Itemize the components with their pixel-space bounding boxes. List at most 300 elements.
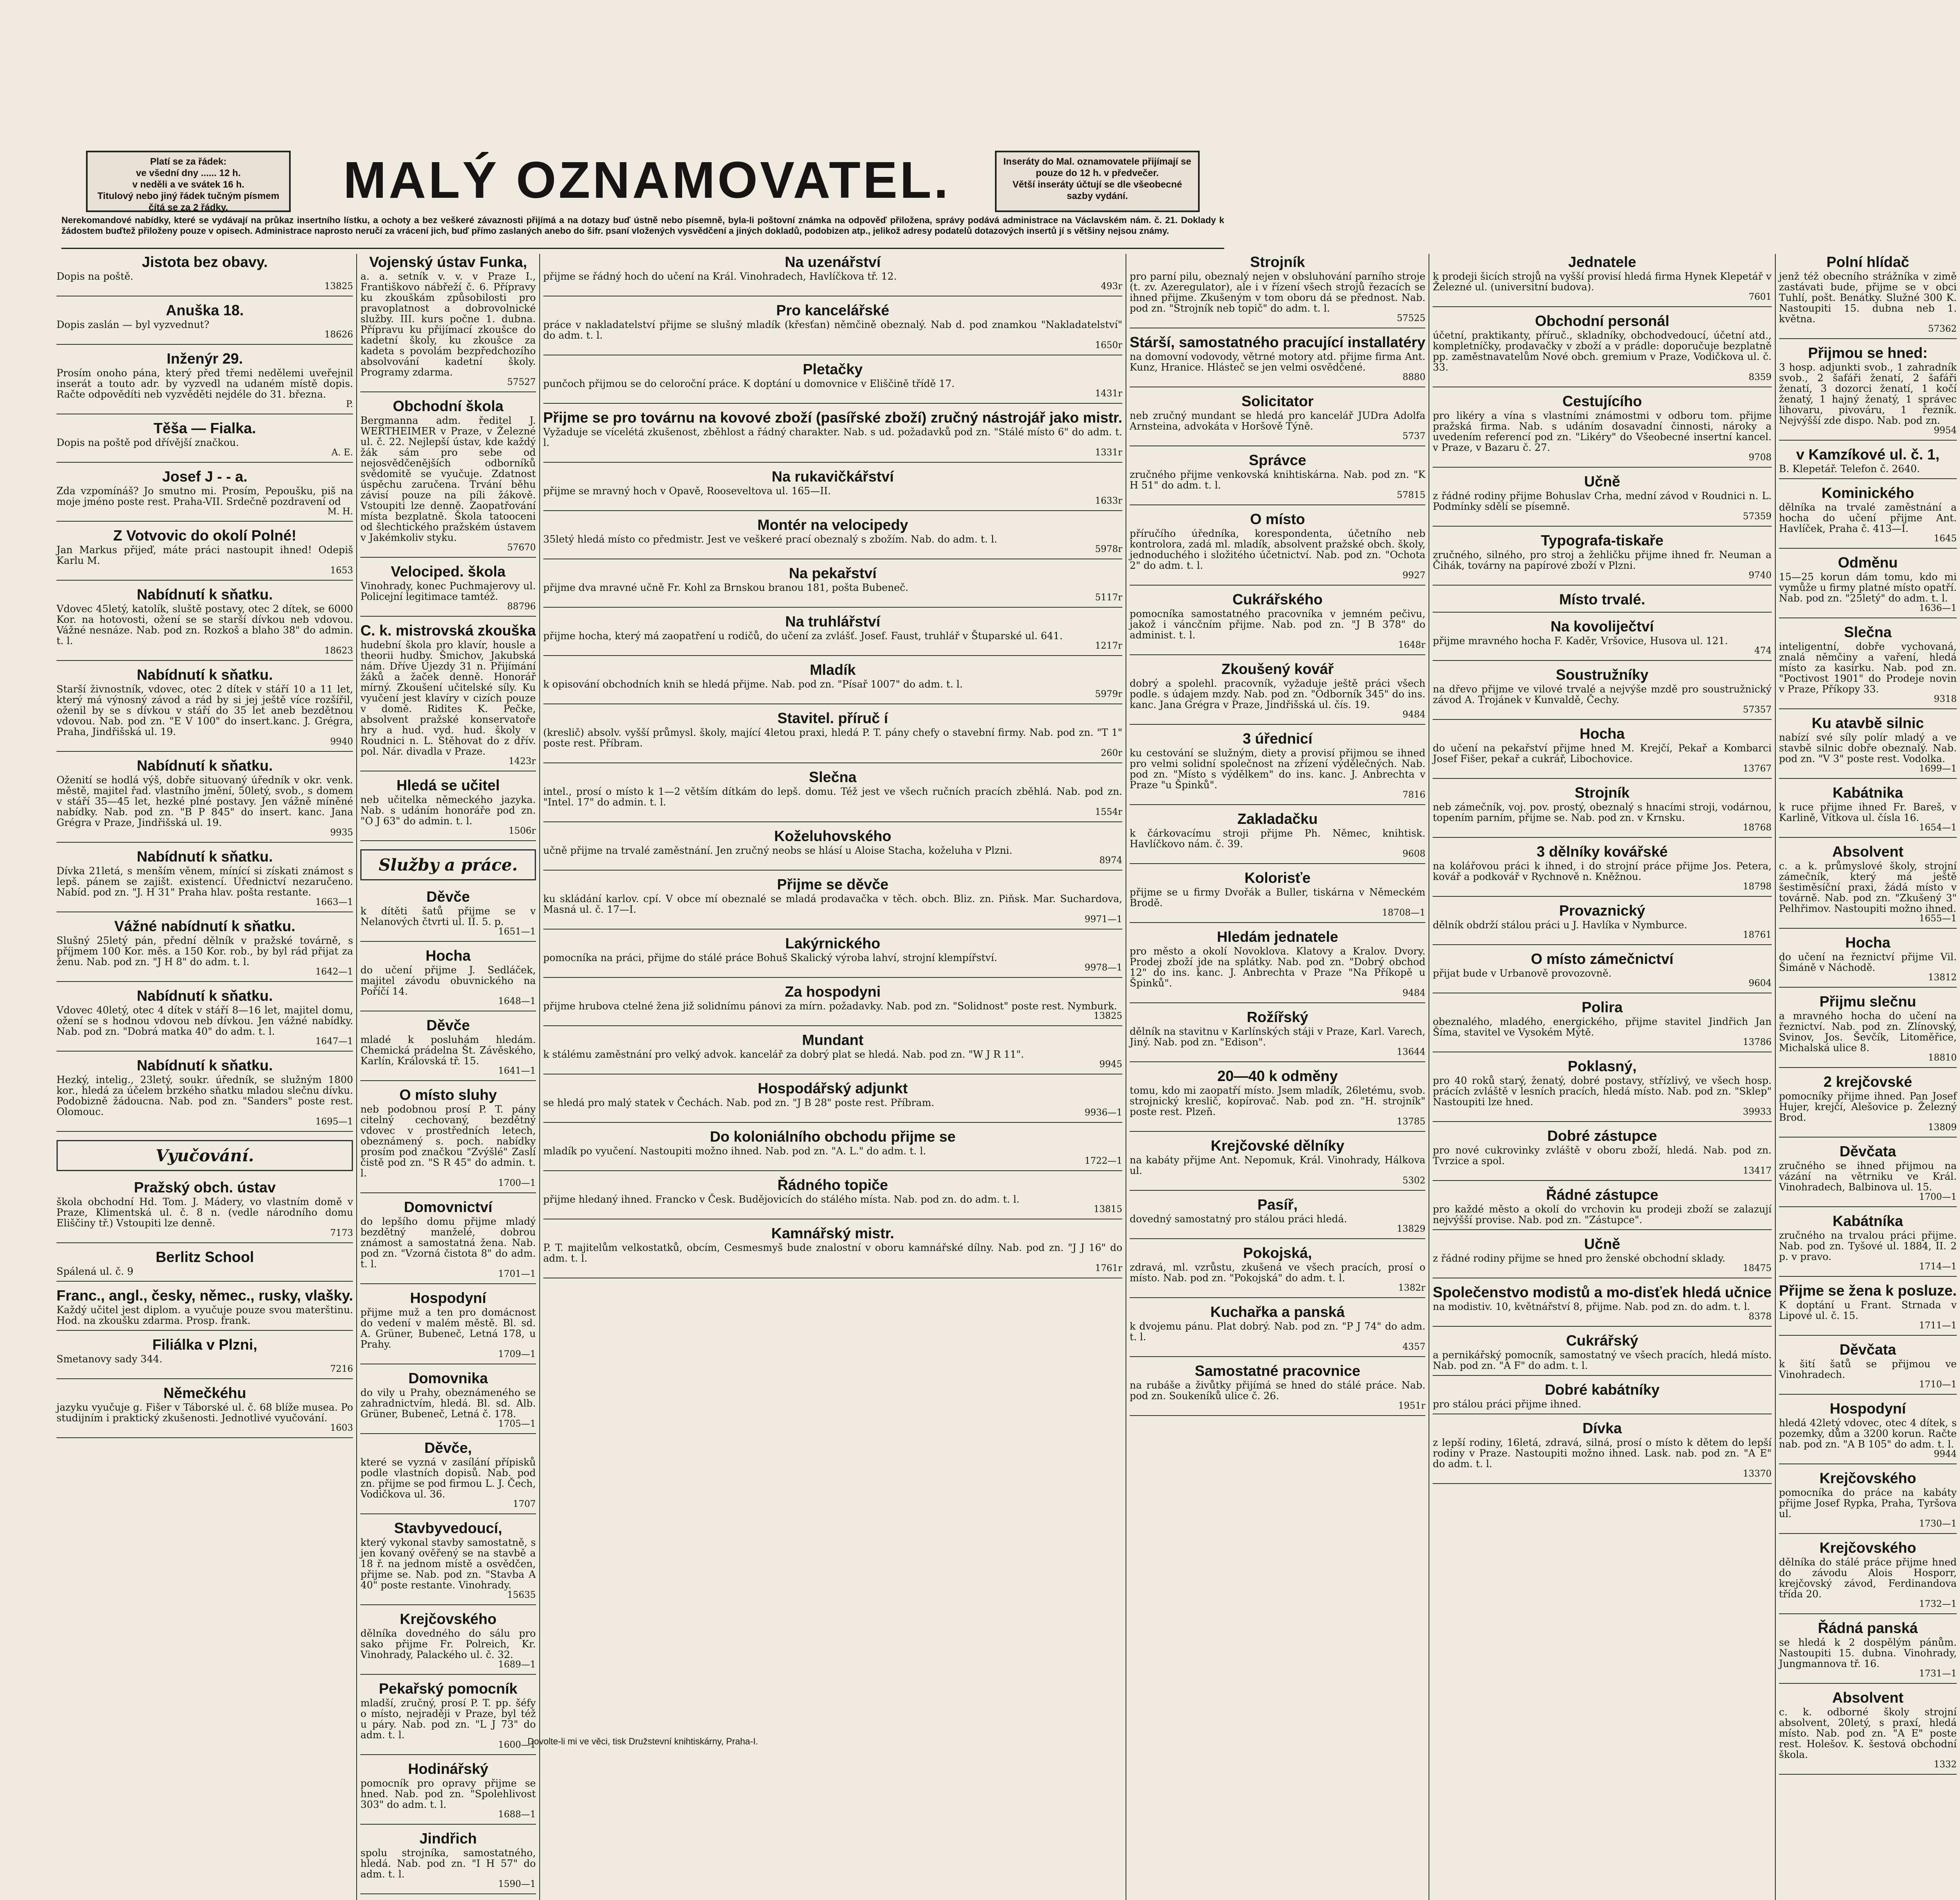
ad-body: mladé k posluhám hledám. Chemická prádelna Št. Závěského, Karlín, Královská tř. 15.	[360, 1034, 536, 1067]
classified-ad	[57, 1179, 353, 1243]
classified-ad	[57, 667, 353, 752]
classified-ad	[360, 398, 536, 558]
ad-body: na rubáše a živůtky přijímá se hned do stálé práce. Nab. pod zn. Soukeníků ulice č. 26.	[1130, 1380, 1426, 1402]
classified-ad	[57, 254, 353, 296]
ad-code: 13785	[1397, 1117, 1426, 1127]
ad-code: 1711—1	[1919, 1321, 1957, 1331]
ad-divider	[543, 821, 1122, 822]
ad-body: přijme se u firmy Dvořák a Buller, tiskárna v Německém Brodě.	[1130, 887, 1426, 909]
ad-title: Děvčata	[1839, 1341, 1896, 1358]
ad-body: dělníka dovedného do sálu pro sako přijme Fr. Polreich, Kr. Vinohrady, Palackého ul. č. 32.	[360, 1628, 536, 1660]
classified-ad	[1433, 618, 1771, 661]
ad-title: Děvče	[426, 1017, 470, 1034]
ad-title: Nabídnutí k sňatku.	[137, 1057, 273, 1074]
ad-divider	[1433, 1121, 1771, 1122]
classified-ad	[1779, 254, 1957, 339]
ad-body: B. Klepetář. Telefon č. 2640.	[1779, 463, 1920, 475]
ad-divider	[1779, 1533, 1957, 1534]
ad-divider	[57, 1131, 353, 1132]
classified-ad	[57, 468, 353, 522]
deadline-line: Inseráty do Mal. oznamovatele přijímají se pouze do 12 h. v předvečer.	[1003, 156, 1191, 178]
ad-title: Strojník	[1575, 784, 1630, 801]
classified-ad	[1433, 844, 1771, 897]
ad-title: Absolvent	[1832, 843, 1903, 860]
ad-title: Nabídnutí k sňatku.	[137, 848, 273, 865]
masthead	[86, 139, 1200, 213]
ad-divider	[1433, 1483, 1771, 1484]
ad-divider	[543, 762, 1122, 763]
ad-title: v Kamzíkové ul. č. 1,	[1796, 446, 1940, 463]
ad-body: se hledá pro malý statek v Čechách. Nab. pod zn. "J B 28" poste rest. Příbram.	[543, 1097, 934, 1108]
classified-ad	[543, 565, 1122, 608]
ad-title: Přijmu slečnu	[1819, 993, 1916, 1010]
ad-divider	[1779, 778, 1957, 779]
ad-title: Z Votvovic do okolí Polné!	[113, 527, 296, 544]
ad-body: zdravá, ml. vzrůstu, zkušená ve všech pracích, prosí o místo. Nab. pod zn. "Pokojská" do adm. t. l.	[1130, 1262, 1426, 1284]
ad-divider	[360, 1283, 536, 1284]
ad-column	[539, 254, 1126, 1900]
ad-code: 8974	[1099, 855, 1123, 866]
ad-code: 1600—1	[498, 1740, 536, 1750]
ad-code: 1695—1	[315, 1117, 353, 1127]
ad-code: 1382r	[1398, 1283, 1426, 1293]
section-heading: Služby a práce.	[360, 849, 536, 880]
ad-divider	[1130, 922, 1425, 923]
classified-ad	[543, 361, 1122, 404]
ad-body: Bergmanna adm. ředitel J. WERTHEIMER v Praze, v Železné ul. č. 22. Nejlepší ústav, kde každý žák sám pro sebe od nejosvědčenějších odborníků svědomitě se vyučuje. Zdatnost úspěchu zaručena. Trvání běhu závisí pouze na píli žákově. Vstoupiti lze denně. Zaopatřování místa bezplatně. Škola tatooceni od šlechtického pražském ústavem v Jakémkoliv styku.	[360, 415, 536, 543]
ad-code: 1506r	[509, 826, 536, 836]
ad-body: pro nové cukrovinky zvláště v oboru zboží, hledá. Nab. pod zn. Tvrzice a spol.	[1433, 1145, 1772, 1167]
ad-title: Lakýrnického	[785, 935, 880, 952]
ad-title: Hledám jednatele	[1217, 928, 1338, 945]
ad-body: Zda vzpomínáš? Jo smutno mi. Prosím, Pepoušku, piš na moje jméno poste rest. Praha-VII. Srdečně pozdravení od	[57, 485, 353, 507]
classified-ad	[360, 1087, 536, 1193]
ad-title: Pokojská,	[1243, 1244, 1312, 1261]
ad-body: k šití šatů se přijmou ve Vinohradech.	[1779, 1358, 1957, 1380]
ad-code: 1651—1	[498, 927, 536, 937]
ad-title: Pletačky	[803, 361, 863, 378]
ad-body: dělník obdrží stálou práci u J. Havlíka v Nymburce.	[1433, 919, 1687, 931]
ad-body: a. a. setník v. v. v Praze I., Františkovo nábřeží č. 6. Přípravy ku zkouškám způsobilosti pro pravoplatnost a dobrovolnické služby. III. kurs počne 1. dubna. Přípravu ku přijímací zkoušce do kadetní školy, ku zkoušce za kadeta s povolám bezpředchozího absolvování kadetní školy. Programy zdarma.	[360, 271, 536, 378]
ad-body: zručného na trvalou práci přijme. Nab. pod zn. Tyšové ul. 1884, II. 2 p. v pravo.	[1779, 1230, 1957, 1262]
ad-body: přijme hledaný ihned. Francko v Česk. Budějovicích do stálého místa. Nab. pod zn. do adm. t. l.	[543, 1194, 1020, 1205]
ad-divider	[1130, 654, 1425, 655]
ad-title: Nabídnutí k sňatku.	[137, 757, 273, 774]
ad-title: Hospodářský adjunkt	[757, 1080, 908, 1097]
ad-title: Solicitator	[1241, 393, 1314, 409]
ad-code: 7816	[1402, 790, 1426, 800]
ad-title: Dobré zástupce	[1547, 1127, 1657, 1144]
ad-code: 9935	[330, 828, 353, 838]
ad-title: Absolvent	[1832, 1689, 1903, 1706]
rates-line: Titulový nebo jiný řádek tučným písmem čítá se za 2 řádky.	[97, 190, 280, 213]
classified-ad	[360, 1290, 536, 1364]
ad-body: 3 hosp. adjunkti svob., 1 zahradník svob., 2 šafáři ženatí, 2 šafáři ženatí, 3 dozorci ženatí, 1 kočí ženatý, 1 hajný ženatý, 1 správec lihovaru, pivováru, 1 řezník. Nejvýšší zde dispo. Nab. pod zn.	[1779, 362, 1957, 426]
ad-body: Smetanovy sady 344.	[57, 1353, 163, 1365]
classified-ad	[1433, 591, 1771, 613]
ad-title: Hospodyní	[410, 1289, 486, 1306]
classified-ad	[1433, 1236, 1771, 1278]
classified-ad	[543, 710, 1122, 763]
classified-ad	[1433, 393, 1771, 468]
ad-divider	[1779, 548, 1957, 549]
ad-title: Poklasný,	[1568, 1058, 1637, 1074]
ad-title: Inženýr 29.	[167, 350, 243, 367]
classified-ad	[360, 777, 536, 841]
ad-title: Pro kancelářské	[776, 302, 889, 319]
ad-code: 18768	[1743, 823, 1772, 833]
ad-body: jazyku vyučuje g. Fišer v Táborské ul. č. 68 blíže musea. Po studijním i praktický zkušenosti. Jednotlivé vyučování.	[57, 1402, 353, 1424]
ad-body: pomocníka samostatného pracovníka v jemném pečivu, jakož i váncčním přijme. Nab. pod zn. "J B 378" do administ. t. l.	[1130, 608, 1426, 641]
ad-code: 13786	[1743, 1037, 1772, 1047]
ad-code: 1714—1	[1919, 1262, 1957, 1272]
ad-divider	[1130, 1238, 1425, 1239]
ad-divider	[1433, 526, 1771, 527]
classified-ad	[1433, 313, 1771, 387]
ad-body: mladík po vyučení. Nastoupiti možno ihned. Nab. pod zn. "A. L." do adm. t. l.	[543, 1145, 926, 1157]
ad-title: Kolorisťe	[1244, 869, 1311, 886]
ad-body: neb zručný mundant se hledá pro kancelář JUDra Adolfa Arnsteina, advokáta v Horšově Týně.	[1130, 410, 1426, 432]
ad-title: Správce	[1249, 452, 1307, 468]
ad-body: k dvojemu pánu. Plat dobrý. Nab. pod zn. "P J 74" do adm. t. l.	[1130, 1321, 1426, 1343]
ad-code: 15635	[507, 1590, 536, 1600]
ad-divider	[1433, 612, 1771, 613]
ad-title: Cestujícího	[1562, 393, 1642, 409]
ad-code: 1732—1	[1919, 1599, 1957, 1609]
ad-divider	[1130, 1061, 1425, 1062]
ad-divider	[360, 557, 536, 558]
ad-title: Filiálka v Plzni,	[152, 1336, 258, 1353]
ad-divider	[1433, 1326, 1771, 1327]
ad-body: Vinohrady, konec Puchmajerovy ul. Policejní legitimace tamtéž.	[360, 580, 536, 602]
ad-title: Domovnika	[408, 1370, 488, 1387]
classified-ad	[1433, 999, 1771, 1052]
ad-code: 13815	[1094, 1204, 1123, 1215]
ad-body: 15—25 korun dám tomu, kdo mi vymůže u firmy platné místo opatří. Nab. pod zn. "25letý" do adm. t. l.	[1779, 571, 1957, 604]
ad-code: 18810	[1928, 1053, 1957, 1063]
ad-body: účetní, praktikanty, příruč., skladníky, obchodvedoucí, účetní atd., kompletníčky, prodavačky v zboží a v prádle: doporučuje bezplatně pp. zaměstnavatelům Nové obch. gremium v Praze, Vodičkova ul. č. 33.	[1433, 330, 1772, 373]
ad-title: Přijme se děvče	[777, 876, 888, 893]
ad-divider	[1779, 1137, 1957, 1138]
ad-title: Na pekařství	[789, 565, 877, 581]
ad-title: Polira	[1582, 999, 1623, 1016]
ad-body: příručího úředníka, korespondenta, účetního neb kontrolora, zadá ml. mladík, absolvent pražské obch. školy, jednoduchého i složitého účetnictví. Nab. pod zn. "Ochota 2" do adm. t. l.	[1130, 528, 1426, 571]
ad-title: Franc., angl., česky, němec., rusky, vlašky.	[57, 1287, 353, 1304]
ad-code: 1730—1	[1919, 1519, 1957, 1529]
ad-divider	[1433, 467, 1771, 468]
classified-ad	[1130, 1138, 1425, 1191]
ad-body: pomocníka na práci, přijme do stálé práce Bohuš Skalický výroba lahví, strojní klempířství.	[543, 952, 997, 964]
ad-divider	[1779, 1276, 1957, 1277]
ad-column	[1429, 254, 1775, 1900]
classified-ad	[1779, 715, 1957, 779]
ad-body: na kabáty přijme Ant. Nepomuk, Král. Vinohrady, Hálkova ul.	[1130, 1154, 1426, 1176]
classified-ad	[1779, 345, 1957, 441]
ad-code: 57362	[1928, 324, 1957, 334]
classified-ad	[360, 1370, 536, 1434]
ad-divider	[1433, 778, 1771, 779]
ad-body: do vily u Prahy, obeznámeného se zahradnictvím, hledá. Bl. sd. Alb. Grüner, Bubeneč, Letná č. 178.	[360, 1387, 536, 1420]
classified-ad	[1779, 1400, 1957, 1464]
ad-body: do učení přijme J. Sedláček, majitel závodu obuvnického na Poříčí 14.	[360, 964, 536, 997]
classified-ad	[1130, 1363, 1425, 1416]
ad-code: 260r	[1101, 748, 1123, 758]
ad-body: k prodeji šicích strojů na vyšší provisí hledá firma Hynek Klepetář v Železné ul. (universitní budova).	[1433, 271, 1772, 293]
ad-title: Ku atavbě silnic	[1811, 715, 1924, 731]
classified-ad	[1779, 1282, 1957, 1336]
classified-ad	[1130, 1197, 1425, 1239]
ad-title: Kabátníka	[1832, 1212, 1903, 1229]
administration-notice: Nerekomandové nabídky, které se vydávají na průkaz insertního lístku, a ochoty a bez veškeré závaznosti přijímá a na dotazy buď ústně nebo písemně, byla-li poštovní známka na odpověď přiložena, správy podává administrace na Václavském nám. č. 21. Doklady k žádostem buďtež přiloženy pouze v opisech. Administrace naprosto neručí za vrácení jich, buď přímo zaslaných anebo do šifr. psaní vložených vysvědčení a jiných dokladů, podobizen atp., jelikož adresy podatelů dotazových insertů jí s většiny nejsou známy.	[61, 215, 1224, 249]
ad-code: 1331r	[1095, 448, 1123, 458]
ad-body: Starší živnostník, vdovec, otec 2 dítek v stáří 10 a 11 let, který má výnosný závod a rád by si jej ještě více rozšířil, oženil by se s dívkou v stáří do 35 let aneb bezdětnou vdovou. Nab. pod zn. "E V 100" do insert.kanc. J. Grégra, Praha, Jindřišská ul. 19.	[57, 683, 353, 737]
ad-divider	[57, 1378, 353, 1379]
ad-divider	[57, 344, 353, 345]
ad-title: Strojník	[1250, 253, 1305, 270]
ad-body: dobrý a spolehl. pracovník, vyžaduje ještě práci všech podle. s údajem mzdy. Nab. pod zn. "Odborník 345" do ins. kanc. Jana Grégra v Praze, Jindřišská ul. čís. 19.	[1130, 678, 1426, 710]
ad-code: 57525	[1397, 313, 1426, 323]
ad-body: obeznalého, mladého, energického, přijme stavitel Jindřich Jan Šíma, stavitel ve Vysokém Mýtě.	[1433, 1016, 1772, 1038]
section-heading: Vyučování.	[57, 1140, 353, 1171]
classified-ad	[360, 1017, 536, 1081]
ad-divider	[1433, 837, 1771, 838]
ad-body: ku skládání karlov. cpí. V obce mí obeznalé se mladá prodavačka v těch. obch. Bliz. zn. Piňsk. Mar. Suchardova, Masná ul. č. 17—I.	[543, 893, 1123, 915]
ad-body: do lepšího domu přijme mladý bezdětný manželé, dobrou známost a samostatná žena. Nab. pod zn. "Vzorná čistota 8" do adm. t. l.	[360, 1216, 536, 1270]
ad-code: 5117r	[1095, 593, 1123, 603]
classified-ad	[1130, 731, 1425, 805]
classified-ad	[1130, 929, 1425, 1003]
classified-ad	[360, 1761, 536, 1825]
ad-title: Děvče,	[424, 1439, 472, 1456]
ad-divider	[360, 1674, 536, 1675]
ad-code: 5302	[1402, 1176, 1426, 1186]
ad-code: 39933	[1743, 1107, 1772, 1117]
classified-ad	[543, 409, 1122, 463]
ad-body: k stálému zaměstnání pro velký advok. kancelář za dobrý plat se hledá. Nab. pod zn. "W J R 11".	[543, 1049, 1024, 1060]
ad-divider	[360, 616, 536, 617]
classified-ad	[1433, 1382, 1771, 1414]
classified-ad	[57, 586, 353, 661]
ad-body: nabízí své síly polír mladý a ve stavbě silnic dobře obeznalý. Nab. pod zn. "V 3" poste rest. Vodolka.	[1779, 732, 1957, 765]
ad-code: 1707	[513, 1499, 536, 1509]
ad-title: Mundant	[802, 1031, 864, 1048]
classified-ad	[1130, 1304, 1425, 1357]
ad-title: Anuška 18.	[166, 302, 244, 319]
ad-title: Pasíř,	[1257, 1196, 1298, 1213]
ad-body: na domovní vodovody, větrné motory atd. přijme firma Ant. Kunz, Hranice. Hlásteč se jen velmi osvědčené.	[1130, 351, 1426, 373]
ad-body: a pernikářský pomocník, samostatný ve všech pracích, hledá místo. Nab. pod zn. "A F" do adm. t. l.	[1433, 1349, 1772, 1371]
ad-title: Nabídnutí k sňatku.	[137, 987, 273, 1004]
ad-body: Spálená ul. č. 9	[57, 1266, 133, 1277]
ad-body: K doptání u Frant. Strnada v Lipové ul. č. 15.	[1779, 1299, 1957, 1321]
ad-body: zručného se ihned přijmou na vázání na větrniku ve Král. Vinohradech, Balbinova ul. 15.	[1779, 1160, 1957, 1193]
classified-ad	[1130, 511, 1425, 586]
ad-title: Přijmou se hned:	[1808, 344, 1928, 361]
classified-ad	[1130, 334, 1425, 387]
classified-ad	[1779, 485, 1957, 549]
ad-code: 1641—1	[498, 1066, 536, 1076]
classified-ad	[360, 622, 536, 771]
ad-divider	[543, 703, 1122, 704]
ad-body: se hledá k 2 dospělým pánům. Nastoupiti 15. dubna. Vinohrady, Jungmannova tř. 16.	[1779, 1637, 1957, 1669]
ad-code: 13370	[1743, 1469, 1772, 1479]
ad-code: 1554r	[1095, 807, 1123, 817]
classified-ad	[543, 935, 1122, 978]
classified-ad	[360, 1830, 536, 1894]
ad-divider	[57, 842, 353, 843]
ad-body: ku cestování se služným, diety a provisí přijmou se ihned pro velmi solidní společnost na zřízení výdělečných. Nab. pod zn. "Místo s výdělkem" do ins. kanc. J. Anbrechta v Praze "u Špinků".	[1130, 747, 1426, 791]
ad-code: 1636—1	[1919, 603, 1957, 613]
classified-ad	[1433, 1058, 1771, 1122]
ad-code: 57670	[507, 543, 536, 553]
ad-title: Na rukavičkářství	[771, 468, 894, 485]
ad-code: 18626	[324, 330, 353, 340]
ad-code: 7216	[330, 1364, 353, 1374]
ad-title: Děvče	[426, 888, 470, 905]
ad-title: Řádná panská	[1818, 1620, 1918, 1636]
ad-title: Provaznický	[1559, 902, 1646, 919]
classified-ad	[1130, 1009, 1425, 1062]
ad-divider	[1130, 863, 1425, 864]
classified-ad	[1130, 1068, 1425, 1132]
classified-ad	[1130, 452, 1425, 505]
classified-ad	[360, 563, 536, 617]
ad-divider	[360, 1893, 536, 1894]
classified-ad	[360, 254, 536, 392]
ad-divider	[1779, 837, 1957, 838]
ad-divider	[1130, 1297, 1425, 1298]
ad-divider	[543, 1025, 1122, 1026]
ad-title: Pekařský pomocník	[379, 1680, 518, 1697]
ad-body: (kreslič) absolv. vyšší průmysl. školy, mající 4letou praxi, hledá P. T. pány chefy o stavební firmy. Nab. pod zn. "T 1" poste rest. Příbram.	[543, 727, 1123, 749]
ad-title: 3 úřednicí	[1243, 730, 1313, 747]
ad-title: Místo trvalé.	[1559, 591, 1646, 608]
ad-body: přijme mravného hocha F. Kaděr, Vršovice, Husova ul. 121.	[1433, 635, 1728, 647]
ad-body: z řádné rodiny přijme se hned pro ženské obchodní sklady.	[1433, 1253, 1725, 1264]
ad-code: 1663—1	[315, 897, 353, 907]
ad-body: punčoch přijmou se do celoroční práce. K doptání u domovnice v Eliščině třídě 17.	[543, 378, 955, 389]
newspaper-page	[53, 139, 1957, 1889]
rates-line: Platí se za řádek:	[150, 156, 227, 167]
ad-title: Přijme se žena k posluze.	[1779, 1282, 1957, 1299]
ad-code: 1642—1	[315, 967, 353, 977]
ad-divider	[1130, 504, 1425, 505]
classified-ad	[543, 1032, 1122, 1074]
ad-divider	[1130, 585, 1425, 586]
ad-code: 7173	[330, 1228, 353, 1238]
ad-title: Hocha	[1845, 934, 1890, 951]
ad-body: P. T. majitelům velkostatků, obcím, Cesmesmyš bude znalostní v oboru kamnářské dílny. Nab. pod zn. "J J 16" do adm. t. l.	[543, 1242, 1123, 1264]
ad-body: c. a k. průmyslové školy, strojní zámečník, který má ještě šestiměsíční praxi, žádá místo v továrně. Nab. pod zn. "Zkušený 3" Pelhřimov. Nastoupiti možno ihned.	[1779, 860, 1957, 914]
ad-divider	[1779, 1335, 1957, 1336]
ad-code: 1709—1	[498, 1349, 536, 1359]
ad-title: Hospodyní	[1829, 1400, 1906, 1417]
ad-divider	[57, 1330, 353, 1331]
ad-code: 18798	[1743, 882, 1772, 892]
page-title: MALÝ OZNAMOVATEL.	[343, 151, 951, 209]
ad-divider	[1779, 1463, 1957, 1464]
ad-code: 18761	[1743, 930, 1772, 940]
ad-code: 1654—1	[1919, 823, 1957, 833]
classified-ad	[57, 302, 353, 345]
ad-code: 9604	[1748, 978, 1772, 988]
ad-code: 57359	[1743, 511, 1772, 522]
ad-body: do učení na řeznictví přijme Vil. Šimáně v Náchodě.	[1779, 951, 1957, 973]
ad-code: 1653	[330, 565, 353, 576]
classified-ad	[1779, 1540, 1957, 1614]
ad-divider	[543, 1170, 1122, 1171]
ad-code: 1590—1	[498, 1879, 536, 1889]
ad-code: 9740	[1748, 570, 1772, 581]
ad-body: Dopis zaslán — byl vyzvednut?	[57, 319, 210, 330]
ad-code: 1700—1	[498, 1178, 536, 1188]
ad-body: k dítěti šatů přijme se v Nelanových čtvrti ul. II. 5. p.	[360, 905, 536, 927]
ad-title: Kuchařka a panská	[1210, 1303, 1345, 1320]
ad-divider	[1433, 660, 1771, 661]
ad-title: Vážné nabídnutí k sňatku.	[114, 918, 296, 934]
ad-divider	[1433, 585, 1771, 586]
ad-body: k čárkovacímu stroji přijme Ph. Němec, knihtisk. Havlíčkovo nám. č. 39.	[1130, 828, 1426, 850]
classified-ad	[1779, 844, 1957, 929]
ad-divider	[1779, 1067, 1957, 1068]
classified-ad	[57, 918, 353, 982]
classified-ad	[543, 769, 1122, 822]
classified-ad	[1433, 785, 1771, 838]
ad-body: zručného, silného, pro stroj a žehličku přijme ihned fr. Neuman a Čihák, továrny na papírové zboží v Plzni.	[1433, 549, 1772, 571]
ad-code: 8378	[1748, 1312, 1772, 1322]
ad-body: jenž též obecního strážníka v zimě zastávati bude, přijme se v obci Tuhlí, pošt. Benátky. Služné 300 K. Nastoupiti 15. dubna neb 1. května.	[1779, 271, 1957, 325]
classified-ad	[1130, 393, 1425, 446]
classified-ad	[1433, 1332, 1771, 1376]
ad-divider	[543, 977, 1122, 978]
ad-divider	[1433, 1375, 1771, 1376]
ad-divider	[1130, 1131, 1425, 1132]
ad-title: Učně	[1584, 473, 1621, 490]
ad-code: 1650r	[1095, 340, 1123, 351]
ad-title: Slečna	[809, 769, 857, 785]
ad-code: 9940	[330, 737, 353, 747]
ad-body: pro 40 roků starý, ženatý, dobré postavy, střízlivý, ve všech hosp. prácích zvláště v lesních pracích, hledá místo. Nab. pod zn. "Sklep" Nastoupiti lze hned.	[1433, 1075, 1772, 1108]
ad-title: Děvčata	[1839, 1143, 1896, 1160]
ad-code: 18708—1	[1382, 908, 1426, 918]
ad-code: 1705—1	[498, 1419, 536, 1429]
classified-ad	[1779, 1470, 1957, 1534]
ad-body: k ruce přijme ihned Fr. Bareš, v Karlině, Vítkova ul. čísla 16.	[1779, 801, 1957, 823]
ad-code: 9484	[1402, 710, 1426, 720]
ad-body: intel., prosí o místo k 1—2 větším dítkám do lepš. domu. Též jest ve všech ručních pracích zběhlá. Nab. pod zn. "Intel. 17" do admin. t. l.	[543, 786, 1123, 808]
classified-ad	[1433, 532, 1771, 586]
classified-ad	[57, 988, 353, 1052]
classified-ad	[1779, 554, 1957, 618]
ad-body: přijme hrubova ctelné žena již solidnímu pánovi za mírn. požadavky. Nab. pod zn. "Solidnost" poste rest. Nymburk.	[543, 1000, 1117, 1012]
ad-title: C. k. mistrovská zkouška	[360, 622, 536, 639]
ad-code: 9936—1	[1085, 1108, 1123, 1118]
ad-body: pro každé město a okolí do vrchovin ku prodeji zboží se zalazují nejvýšší provise. Nab. pod zn. "Zástupce".	[1433, 1203, 1772, 1226]
ad-title: O místo	[1250, 511, 1305, 527]
ad-divider	[1433, 1229, 1771, 1230]
classified-ad	[543, 302, 1122, 355]
ad-body: c. k. odborné školy strojní absolvent, 20letý, s praxí, hledá místo. Nab. pod zn. "A E" poste rest. Holešov. K. šestová obchodní škola.	[1779, 1706, 1957, 1760]
ad-body: dovedný samostatný pro stálou práci hledá.	[1130, 1213, 1347, 1225]
ad-title: Stárší, samostatného pracující installatéry	[1130, 334, 1426, 351]
ad-title: 20—40 k odměny	[1217, 1068, 1338, 1084]
classified-ad	[543, 517, 1122, 559]
classified-ad	[360, 1199, 536, 1284]
ad-title: Nabídnutí k sňatku.	[137, 666, 273, 683]
classified-ad	[57, 1057, 353, 1132]
classified-ad	[543, 984, 1122, 1026]
ad-divider	[1130, 1415, 1425, 1416]
